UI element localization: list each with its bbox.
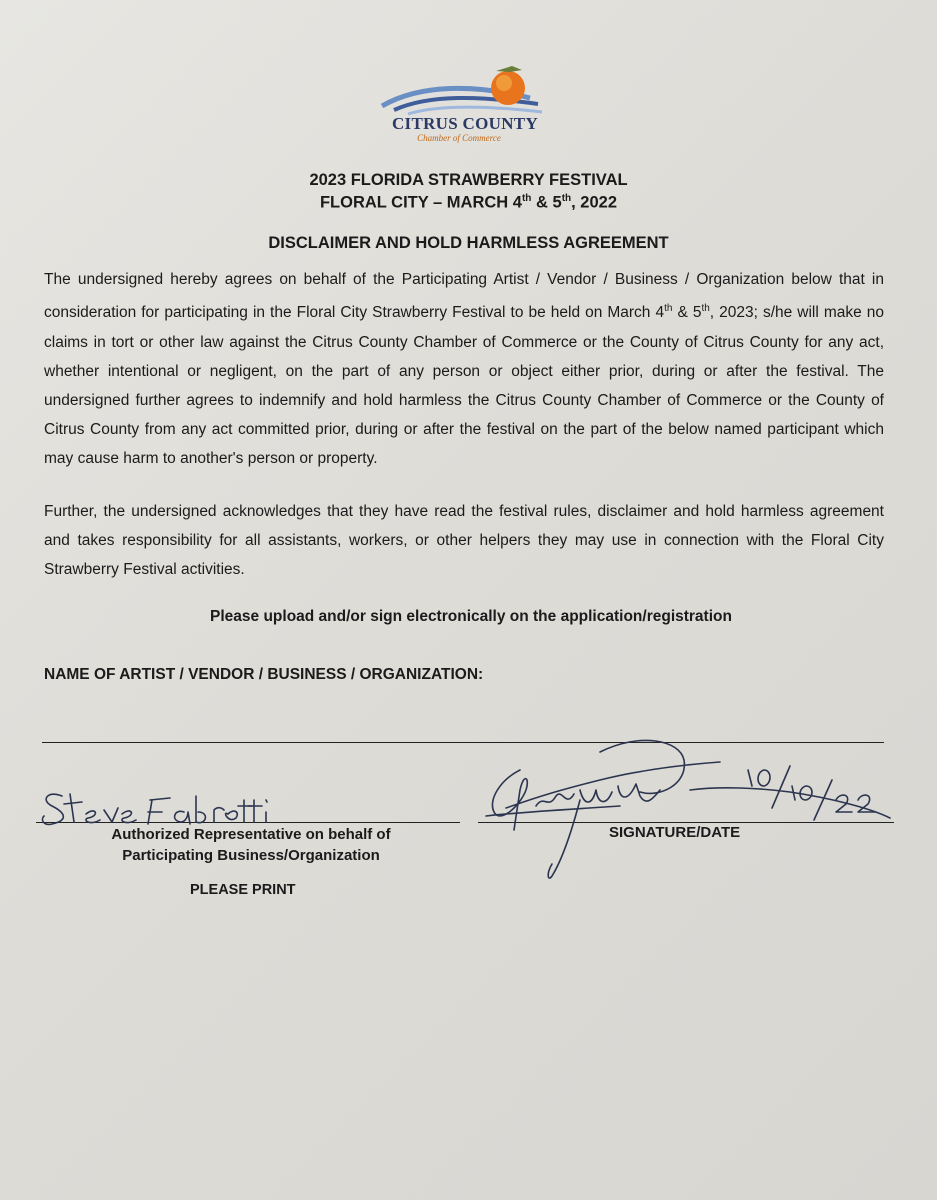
handwritten-printed-name [42, 794, 267, 824]
festival-title: 2023 FLORIDA STRAWBERRY FESTIVAL [309, 171, 628, 189]
handwritten-signature [486, 740, 890, 878]
handwritten-date [748, 766, 876, 820]
agreement-paragraph-1: The undersigned hereby agrees on behalf of the Participating Artist / Vendor / Business / Organization below that in consideration for participating in the Floral City Strawberry Festival to be held on March 4th & 5th, 2023; s/he will make no claims in tort or other law against the Citrus County Chamber of Commerce or the County of Citrus County for any act, whether intentional or negligent, on the part of any person or object either prior, during or after the festival. The undersigned further agrees to indemnify and hold harmless the Citrus County Chamber of Commerce or the County of Citrus County from any act committed prior, during or after the festival on the part of the below named participant which may cause harm to another's person or property. [44, 271, 885, 468]
agreement-paragraph-2: Further, the undersigned acknowledges that they have read the festival rules, disclaimer and hold harmless agreement and takes responsibility for all assistants, workers, or other helpers they may use in connection with the Floral City Strawberry Festival activities. [44, 503, 884, 579]
festival-dates: FLORAL CITY – MARCH 4th & 5th, 2022 [319, 193, 618, 212]
name-field-label: NAME OF ARTIST / VENDOR / BUSINESS / ORGANIZATION: [44, 666, 484, 683]
signature-date-label: SIGNATURE/DATE [609, 824, 741, 841]
please-print-label: PLEASE PRINT [190, 882, 296, 898]
logo-subtitle: Chamber of Commerce [417, 133, 501, 143]
logo-title: CITRUS COUNTY [391, 114, 539, 133]
agreement-title: DISCLAIMER AND HOLD HARMLESS AGREEMENT [268, 234, 669, 252]
representative-label: Authorized Representative on behalf of Participating Business/Organization [111, 826, 391, 864]
upload-note: Please upload and/or sign electronically on the application/registration [210, 608, 732, 625]
